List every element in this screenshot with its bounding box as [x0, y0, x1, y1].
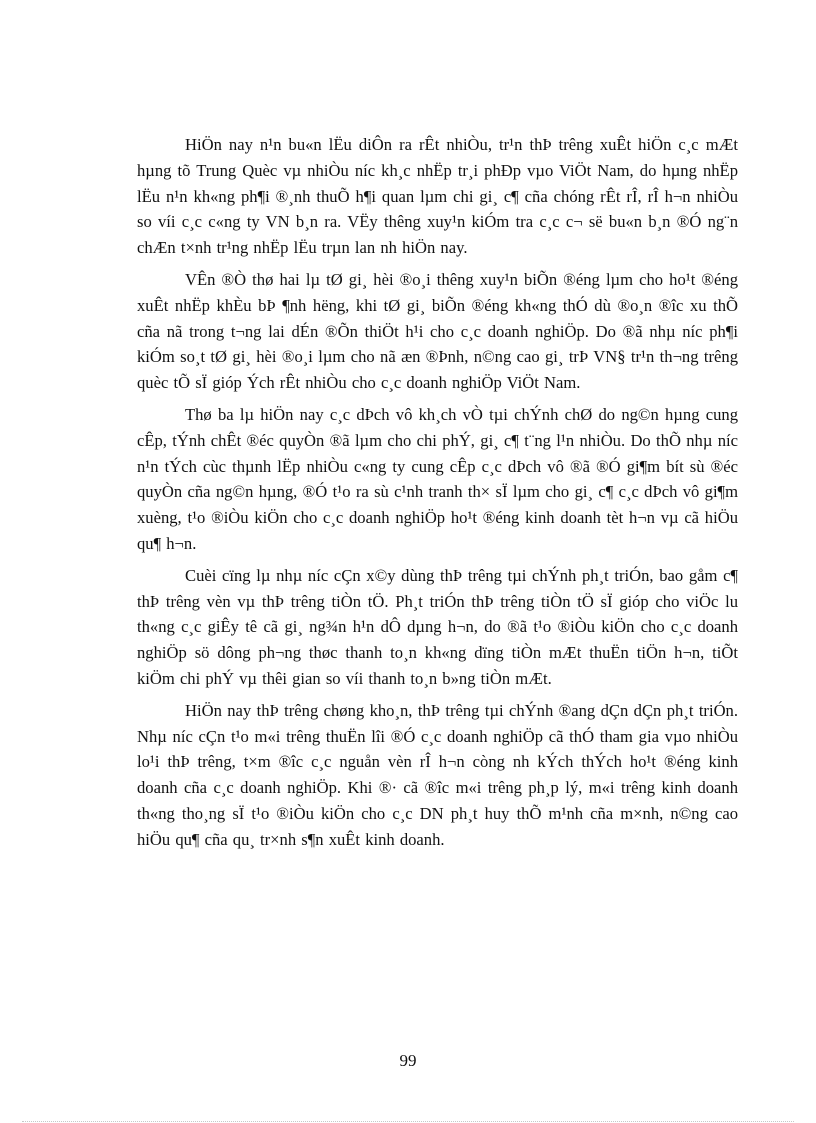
page-number: 99: [399, 1051, 417, 1070]
paragraph-1: HiÖn nay n¹n bu«n lËu diÔn ra rÊt nhiÒu, tr¹n thÞ trêng xuÊt hiÖn c¸c mÆt hµng tõ Trung Quèc vµ nhiÒu níc kh¸c nhËp tr¸i phÐp vµo ViÖt Nam, do hµng nhËp lËu n¹n kh«ng ph¶i ®¸nh thuÕ h¶i quan lµm chi gi¸ c¶ cña chóng rÊt rÎ, rÎ h¬n nhiÒu so víi c¸c c«ng ty VN b¸n ra. VËy thêng xuy¹n kiÓm tra c¸c c¬ së bu«n b¸n ®Ó ng¨n chÆn t×nh tr¹ng nhËp lËu trµn lan nh hiÖn nay.: [137, 135, 738, 258]
paragraph-5: HiÖn nay thÞ trêng chøng kho¸n, thÞ trêng tµi chÝnh ®ang dÇn dÇn ph¸t triÓn. Nhµ níc cÇn t¹o m«i trêng thuËn lîi ®Ó c¸c doanh nghiÖp cã thÓ tham gia vµo nhiÒu lo¹i thÞ trêng, t×m ®îc c¸c nguån vèn rÎ h¬n còng nh kÝch thÝch ho¹t ®éng kinh doanh cña c¸c doanh nghiÖp. Khi ®· cã ®îc m«i trêng ph¸p lý, m«i trêng kinh doanh th«ng tho¸ng sÏ t¹o ®iÒu kiÖn cho c¸c DN ph¸t huy thÕ m¹nh cña m×nh, n©ng cao hiÖu qu¶ cña qu¸ tr×nh s¶n xuÊt kinh doanh.: [137, 700, 738, 849]
paragraph-4: Cuèi cïng lµ nhµ níc cÇn x©y dùng thÞ trêng tµi chÝnh ph¸t triÓn, bao gåm c¶ thÞ trêng vèn vµ thÞ trêng tiÒn tÖ. Ph¸t triÓn thÞ trêng tiÒn tÖ sÏ gióp cho viÖc lu th«ng c¸c giÊy tê cã gi¸ ng¾n h¹n dÔ dµng h¬n, do ®ã t¹o ®iÒu kiÖn cho c¸c doanh nghiÖp sö dông ph¬ng thøc thanh to¸n kh«ng dïng tiÒn mÆt thuËn tiÖn h¬n, tiÕt kiÖm chi phÝ vµ thêi gian so víi thanh to¸n b»ng tiÒn mÆt.: [137, 565, 738, 688]
document-body: [137, 132, 738, 859]
paragraph-3: Thø ba lµ hiÖn nay c¸c dÞch vô kh¸ch vÒ tµi chÝnh chØ do ng©n hµng cung cÊp, tÝnh chÊt ®éc quyÒn ®ã lµm cho chi phÝ, gi¸ c¶ t¨ng l¹n nhiÒu. Do thÕ nhµ níc n¹n tÝch cùc thµnh lËp nhiÒu c«ng ty cung cÊp c¸c dÞch vô ®ã ®Ó gi¶m bít sù ®éc quyÒn cña ng©n hµng, ®Ó t¹o ra sù c¹nh tranh th× sÏ lµm cho gi¸ c¶ c¸c dÞch vô gi¶m xuèng, t¹o ®iÒu kiÖn cho c¸c doanh nghiÖp ho¹t ®éng kinh doanh tèt h¬n vµ cã hiÖu qu¶ h¬n.: [137, 404, 738, 553]
paragraph-2: VÊn ®Ò thø hai lµ tØ gi¸ hèi ®o¸i thêng xuy¹n biÕn ®éng lµm cho ho¹t ®éng xuÊt nhËp khÈu bÞ ¶nh hëng, khi tØ gi¸ biÕn ®éng kh«ng thÓ dù ®o¸n ®îc xu thÕ cña nã trong t¬ng lai dÉn ®Õn thiÖt h¹i cho c¸c doanh nghiÖp. Do ®ã nhµ níc ph¶i kiÓm so¸t tØ gi¸ hèi ®o¸i lµm cho nã æn ®Þnh, n©ng cao gi¸ trÞ VN§ tr¹n th¬ng trêng quèc tÕ sÏ gióp Ých rÊt nhiÒu cho c¸c doanh nghiÖp ViÖt Nam.: [137, 269, 738, 393]
page-bottom-rule: [22, 1121, 794, 1122]
